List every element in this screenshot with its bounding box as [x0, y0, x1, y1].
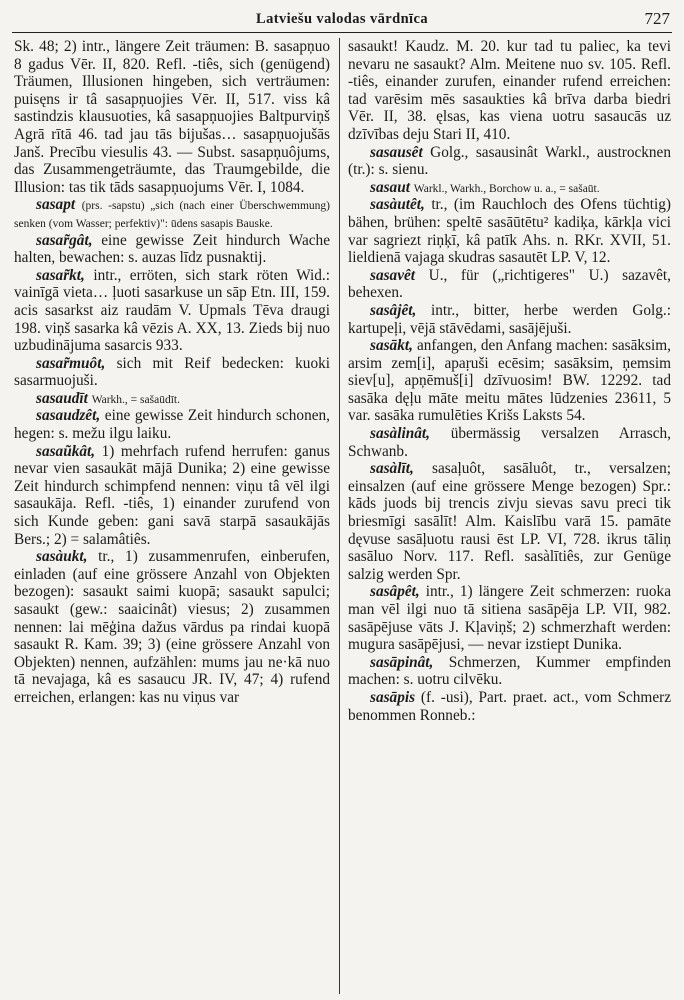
dictionary-entry	[14, 443, 330, 549]
entry-text: Sk. 48; 2) intr., längere Zeit träumen: B. sasapņuo 8 gadus Vēr. II, 820. Refl. -tiês, sich (genügend) Träumen, Illusionen hingeben, sich verträumen: puisęns ir tâ sasapņuojies Vēr. II, 517. viss kâ sastindzis klausuoties, kâ sasapņuojies Baltpurviņš Agrā rītā 46. tad jau tās bijušas… sasapņuojušās Janš. Precību viesulis 43. — Subst. sasapņuôjums, das Zusammengeträumte, das Traumgebilde, die Illusion: tas tik tāds sasapņuojums Vēr. I, 1084.	[14, 38, 330, 196]
entry-text: Schmerzen, Kummer empfinden machen: s. uotru cilvēku.	[348, 653, 671, 689]
dictionary-entry	[348, 654, 671, 689]
entry-text: intr., bitter, herbe werden Golg.: kartupeļi, vējā stāvēdami, sasājējuši.	[348, 301, 671, 337]
entry-text: sasaļuôt, sasāluôt, tr., versalzen; einsalzen (auf eine grössere Menge bezogen) Spr.: kāds juods bij trencis zivju sievas savu preci tik briesmīgi sasālīt! Alm. Kaislību varā 15. pamāte dęvuse sasāļuotu rausi ēst LP. VI, 728. ikrus tāliņ sasāluo Norv. 117. Refl. sasàlītiês, zur Genüge salzig werden Spr.	[348, 460, 671, 583]
headword: sasar̃gât,	[36, 231, 93, 249]
entry-text: übermässig versalzen Arrasch, Schwanb.	[348, 425, 671, 460]
dictionary-entry	[348, 196, 671, 266]
headword: sasaudīt	[36, 389, 88, 407]
dictionary-entry	[14, 355, 330, 390]
entry-text: anfangen, den Anfang machen: sasāksim, arsim zem[i], apaṛuši ecēsim; sasāksim, ņemsim siev[u], apņēmuš[i] dzīvuosim! BW. 12292. tad sasāka dęļu māte meitu mātes lūdzenies 23611, 5 var. sasāka rumulēties Krišs Laksts 54.	[348, 337, 671, 425]
entry-text: sasaukt! Kaudz. M. 20. kur tad tu paliec, ka tevi nevaru ne sasaukt? Alm. Meitene nuo sv. 105. Refl. -tiês, einander zurufen, einander rufend erreichen: tad varēsim mēs sasaukties kâ brīva darba biedri Vēr. II, 38. ęlsas, kas viena uotru sasaucās uz dzīvības deju Stari II, 410.	[348, 38, 671, 143]
headword: sasàlinât,	[370, 425, 430, 443]
headword: sasàukt,	[36, 548, 88, 566]
headword: sasākt,	[370, 337, 413, 355]
column-divider	[339, 38, 340, 994]
headword: sasaudzêt,	[36, 407, 101, 425]
entry-text: eine gewisse Zeit hindurch schonen, hegen: s. mežu ilgu laiku.	[14, 407, 330, 443]
headword: sasapt	[36, 196, 76, 214]
headword: sasavêt	[370, 266, 416, 284]
headword: sasāpis	[370, 688, 416, 706]
dictionary-entry	[14, 267, 330, 355]
dictionary-entry	[348, 302, 671, 337]
entry-text: intr., 1) längere Zeit schmerzen: ruoka man vēl ilgi nuo tā sitiena sasāpēja LP. VII, 982. sasāpējuse vāts J. Kļaviņš; 2) schmerzhaft werden: mugura sasāpējusi, — nevar izstiept Dunika.	[348, 583, 671, 654]
entry-text: tr., (im Rauchloch des Ofens tüchtig) bähen, brühen: speltē sasāūtētu² kadiķa, kārkļa vici var sagriezt riņķī, kâ patīk Ahs. n. RKr. XVII, 51. lieldienā vajaga skudras sasautēt LP. V, 12.	[348, 196, 671, 267]
entry-text: sich mit Reif bedecken: kuoki sasarmuojuši.	[14, 354, 330, 390]
entry-text: (f. -usi), Part. praet. act., vom Schmerz benommen Ronneb.:	[348, 688, 671, 724]
left-column	[14, 38, 330, 996]
headword: sasausêt	[370, 143, 423, 161]
dictionary-entry	[348, 179, 671, 197]
dictionary-entry	[348, 583, 671, 653]
dictionary-entry	[348, 689, 671, 724]
dictionary-entry	[348, 267, 671, 302]
headword: sasâjêt,	[370, 301, 417, 319]
headword: sasāpinât,	[370, 653, 434, 671]
entry-text: (prs. -sapstu) „sich (nach einer Überschwemmung) senken (vom Wasser; perfektiv)": ūdens sasapis Bauske.	[14, 200, 330, 230]
entry-text: 1) mehrfach rufend herrufen: ganus nevar vien sasaukāt mājā Dunika; 2) eine gewisse Zeit hindurch schimpfend nennen: viņu tâ vēl ilgi sasaukāja. Refl. -tiês, 1) einander zurufend von sich Kunde geben: gani savā starpā sasaukājās Bers.; 2) = salamâtiês.	[14, 442, 330, 548]
entry-text: eine gewisse Zeit hindurch Wache halten, bewachen: s. auzas līdz pusnaktij.	[14, 231, 330, 267]
dictionary-entry	[14, 548, 330, 706]
dictionary-entry	[348, 425, 671, 460]
dictionary-entry	[14, 232, 330, 267]
headword: sasâpêt,	[370, 583, 420, 601]
dictionary-entry	[14, 390, 330, 408]
running-title: Latviešu valodas vārdnīca	[256, 11, 428, 27]
dictionary-entry	[14, 196, 330, 231]
headword: sasaut	[370, 178, 410, 196]
entry-text: Golg., sasausinât Warkl., austrocknen (tr.): s. sienu.	[348, 143, 671, 179]
dictionary-entry	[348, 144, 671, 179]
headword: sasar̃kt,	[36, 266, 85, 284]
headword: sasàlīt,	[370, 460, 414, 478]
dictionary-entry	[348, 460, 671, 583]
entry-text: tr., 1) zusammenrufen, einberufen, einladen (auf eine grössere Anzahl von Objekten bezogen): sasaukt saimi kuopā; sasaukt sapulci; sasaukt (gew.: saaicinât) viesus; 2) zusammen nennen: lai mēģina dažus vārdus pa rindai kuopā sasaukt R. Kam. 39; 3) (eine grössere Anzahl von Objekten) nennen, aufzählen: mums jau ne·kā nuo tā nevajaga, kâ es sasaucu JR. IV, 47; 4) rufend erreichen, erlangen: kas nu viņus var	[14, 548, 330, 706]
entry-text: Warkl., Warkh., Borchow u. a., = sašaūt.	[413, 182, 600, 195]
right-column	[348, 38, 671, 996]
dictionary-entry	[14, 38, 330, 196]
entry-text: U., für („richtigeres" U.) sazavêt, behexen.	[348, 266, 671, 302]
entry-text: intr., erröten, sich stark röten Wid.: vainīgā vieta… ļuoti sasarkuse un sāp Etn. III, 159. acis sasarkst aiz raudām V. Upmals Tēva draugi 198. viņš sasarka kâ vēzis A. XX, 13. Zieds bij nuo uzbudinājuma sasarcis 933.	[14, 266, 330, 355]
headword: sasaũkât,	[36, 442, 96, 460]
dictionary-entry	[14, 407, 330, 442]
page-header	[12, 6, 672, 33]
dictionary-entry	[348, 337, 671, 425]
entry-text: Warkh., = sašaūdīt.	[91, 393, 180, 406]
headword: sasar̃muôt,	[36, 354, 106, 372]
headword: sasàutêt,	[370, 196, 425, 214]
page-number: 727	[644, 9, 670, 28]
dictionary-entry	[348, 38, 671, 144]
